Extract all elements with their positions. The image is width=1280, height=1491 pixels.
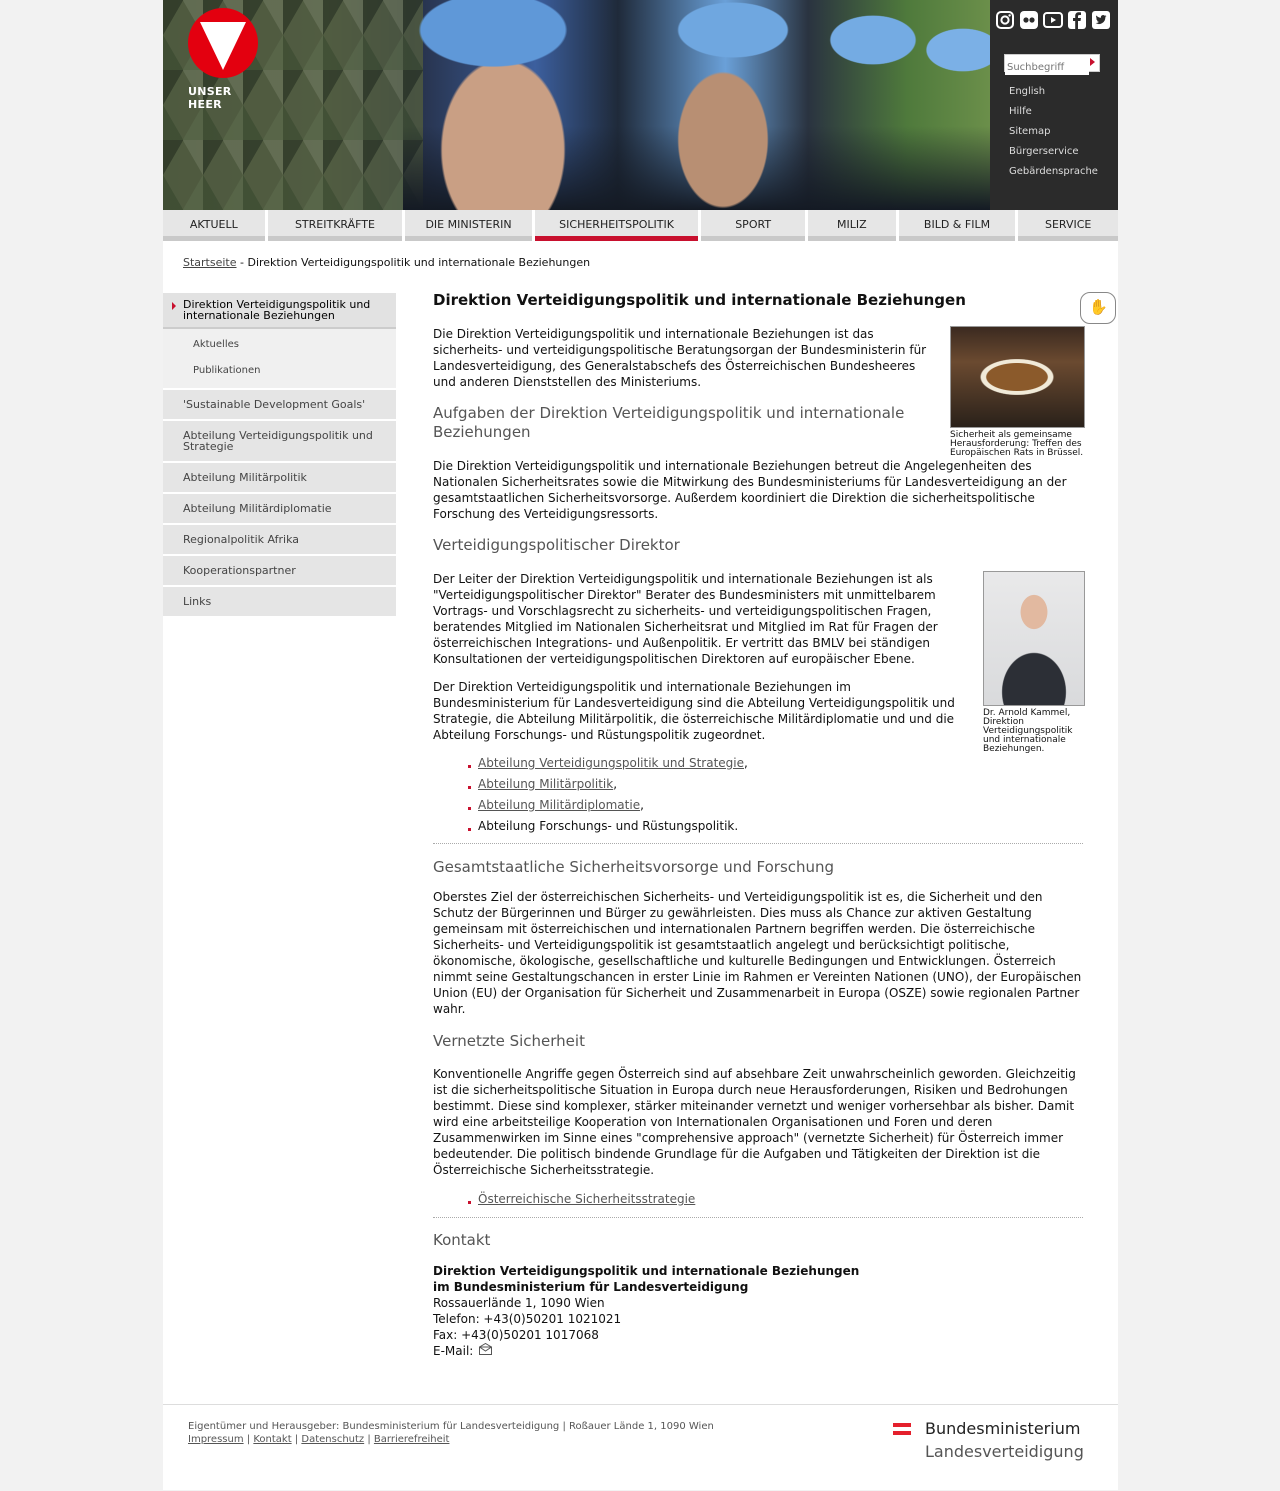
sidenav-submenu: [163, 329, 396, 390]
contact-fax: Fax: +43(0)50201 1017068: [433, 1328, 599, 1342]
list-item: [433, 1189, 1033, 1210]
austria-flag-icon: [893, 1423, 911, 1435]
list-item: Abteilung Verteidigungspolitik und Strategie,: [433, 753, 1033, 774]
sidenav-sub-aktuelles[interactable]: Aktuelles: [163, 331, 396, 357]
util-link-help[interactable]: Hilfe: [1009, 106, 1032, 117]
footer-owner: Eigentümer und Herausgeber: Bundesministerium für Landesverteidigung | Roßauer Lände 1, 1090 Wien: [188, 1421, 714, 1432]
figure-director: [983, 571, 1085, 754]
twitter-icon[interactable]: [1091, 10, 1111, 30]
contact-email-label: E-Mail:: [433, 1344, 474, 1358]
search-submit-icon[interactable]: [1090, 58, 1095, 66]
envelope-icon[interactable]: [479, 1343, 492, 1359]
heading-kontakt: Kontakt: [433, 1231, 491, 1249]
link-verteidigungspolitik[interactable]: Abteilung Verteidigungspolitik und Strategie: [478, 756, 744, 770]
footer-link-barrierefreiheit[interactable]: Barrierefreiheit: [373, 1434, 450, 1445]
sidenav-item-sdg[interactable]: 'Sustainable Development Goals': [163, 390, 396, 421]
figure-caption: Dr. Arnold Kammel, Direktion Verteidigungspolitik und internationale Beziehungen.: [983, 708, 1073, 754]
heading-aufgaben: Aufgaben der Direktion Verteidigungspolitik und internationale Beziehungen: [433, 404, 905, 441]
nav-sport[interactable]: SPORT: [701, 210, 805, 241]
header: [163, 0, 1118, 210]
nav-service[interactable]: SERVICE: [1018, 210, 1118, 241]
link-sicherheitsstrategie[interactable]: Österreichische Sicherheitsstrategie: [478, 1192, 696, 1206]
nav-die-ministerin[interactable]: DIE MINISTERIN: [405, 210, 532, 241]
ministry-logo-line1: Bundesministerium: [925, 1419, 1081, 1438]
soldiers-photo: [403, 0, 990, 210]
list-item: [433, 816, 1033, 837]
contact-email-row: [433, 1343, 1083, 1359]
link-militaerpolitik[interactable]: Abteilung Militärpolitik: [478, 777, 614, 791]
contact-org-line2: im Bundesministerium für Landesverteidigung: [433, 1280, 749, 1294]
nav-streitkraefte[interactable]: STREITKRÄFTE: [268, 210, 403, 241]
sidenav-item-verteidigungspolitik[interactable]: Abteilung Verteidigungspolitik und Strategie: [163, 421, 396, 463]
footer-links: Impressum | Kontakt | Datenschutz | Barrierefreiheit: [188, 1434, 450, 1445]
heading-direktor: Verteidigungspolitischer Direktor: [433, 536, 680, 554]
nav-sicherheitspolitik[interactable]: SICHERHEITSPOLITIK: [535, 210, 698, 241]
text-forschung: Abteilung Forschungs- und Rüstungspolitik.: [478, 819, 739, 833]
text-direktor-1: Der Leiter der Direktion Verteidigungspolitik und internationale Beziehungen ist als "Verteidigungspolitischer Direktor" Berater des Bundesministers mit unmittelbarem Vortrags- und Vorschlagsrecht zu sicherheits- und verteidigungspolitischen Fragen, beratendes Mitglied im Nationalen Sicherheitsrat und Mitglied im Rat für Fragen der österreichischen Integrations- und Außenpolitik. Er vertritt das BMLV bei ständigen Konsultationen der verteidigungspolitischen Direktoren auf europäischer Ebene.: [433, 572, 938, 666]
side-nav: [163, 293, 396, 618]
contact-phone: Telefon: +43(0)50201 1021021: [433, 1312, 622, 1326]
util-link-citizen-service[interactable]: Bürgerservice: [1009, 146, 1079, 157]
instagram-icon[interactable]: [995, 10, 1015, 30]
ministry-logo[interactable]: [893, 1419, 1093, 1463]
footer-link-impressum[interactable]: Impressum: [188, 1434, 244, 1445]
text-gesamtstaatlich: Oberstes Ziel der österreichischen Sicherheits- und Verteidigungspolitik ist es, die Sicherheit und den Schutz der Bürgerinnen und Bürger zu gewährleisten. Dies muss als Chance zur aktiven Gestaltung gemeinsam mit österreichischen und internationalen Partnern begriffen werden. Die österreichische Sicherheits- und Verteidigungspolitik ist gesamtstaatlich angelegt und berücksichtigt politische, ökonomische, ökologische, gesellschaftliche und kulturelle Bedingungen und Entwicklungen. Österreich nimmt seine Gestaltungschancen in erster Linie im Rahmen er Vereinten Nationen (UNO), der Europäischen Union (EU) der Organisation für Sicherheit und Zusammenarbeit in Europa (OSZE) sowie regionalen Partner wahr.: [433, 890, 1082, 1016]
departments-list: [433, 753, 1033, 837]
figure-council: [950, 326, 1085, 458]
header-image: [163, 0, 990, 210]
logo-triangle-icon: [200, 22, 246, 70]
page: [163, 0, 1118, 1490]
sidenav-item-militaerpolitik[interactable]: Abteilung Militärpolitik: [163, 463, 396, 494]
nav-bild-film[interactable]: BILD & FILM: [899, 210, 1016, 241]
search-input[interactable]: [1005, 61, 1089, 75]
sidenav-item-kooperationspartner[interactable]: Kooperationspartner: [163, 556, 396, 587]
sidenav-item-afrika[interactable]: Regionalpolitik Afrika: [163, 525, 396, 556]
page-title: Direktion Verteidigungspolitik und internationale Beziehungen: [433, 291, 966, 309]
strategy-list: [433, 1189, 1033, 1210]
footer: [163, 1404, 1118, 1491]
figure-caption: Sicherheit als gemeinsame Herausforderung: Treffen des Europäischen Rats in Brüssel.: [950, 430, 1084, 458]
breadcrumb: [183, 256, 590, 269]
util-link-english[interactable]: English: [1009, 86, 1046, 97]
nav-aktuell[interactable]: AKTUELL: [163, 210, 265, 241]
sidenav-item-direktion[interactable]: Direktion Verteidigungspolitik und internationale Beziehungen: [163, 293, 396, 329]
intro-text: Die Direktion Verteidigungspolitik und internationale Beziehungen ist das sicherheits- und verteidigungspolitische Beratungsorgan der Bundesministerin für Landesverteidigung, des Generalstabschefs des Österreichischen Bundesheeres und anderen Dienststellen des Ministeriums.: [433, 327, 927, 389]
sidenav-item-links[interactable]: Links: [163, 587, 396, 618]
sidenav-sub-publikationen[interactable]: Publikationen: [163, 357, 396, 383]
list-item: Abteilung Militärdiplomatie,: [433, 795, 1033, 816]
youtube-icon[interactable]: [1043, 10, 1063, 30]
util-link-sitemap[interactable]: Sitemap: [1009, 126, 1051, 137]
divider: [433, 1217, 1083, 1218]
util-link-sign-language[interactable]: Gebärdensprache: [1009, 166, 1098, 177]
contact-org-line1: Direktion Verteidigungspolitik und internationale Beziehungen: [433, 1264, 860, 1278]
flickr-icon[interactable]: [1019, 10, 1039, 30]
divider: [433, 843, 1083, 844]
footer-link-datenschutz[interactable]: Datenschutz: [301, 1434, 365, 1445]
contact-block: [433, 1263, 1083, 1359]
sidenav-item-militaerdiplomatie[interactable]: Abteilung Militärdiplomatie: [163, 494, 396, 525]
main-nav: [163, 210, 1118, 241]
heading-vernetzt: Vernetzte Sicherheit: [433, 1032, 585, 1050]
director-portrait[interactable]: [983, 571, 1085, 706]
footer-link-kontakt[interactable]: Kontakt: [253, 1434, 292, 1445]
text-vernetzt: Konventionelle Angriffe gegen Österreich sind auf absehbare Zeit unwahrscheinlich geworden. Gleichzeitig ist die sicherheitspolitische Situation in Europa durch neue Herausforderungen, Risiken und Bedrohungen bestimmt. Diese sind komplexer, stärker miteinander vernetzt und weniger vorhersehbar als bisher. Damit wird eine arbeitsteilige Kooperation von Internationalen Organisationen und Foren und deren Zusammenwirken im Sinne eines "comprehensive approach" (vernetzte Sicherheit) für Österreich immer bedeutender. Die politisch bindende Grundlage für die Aufgaben und Tätigkeiten der Direktion ist die Österreichische Sicherheitsstrategie.: [433, 1067, 1076, 1177]
facebook-icon[interactable]: [1067, 10, 1087, 30]
utility-links: [1009, 86, 1098, 186]
logo[interactable]: [188, 8, 258, 111]
search-box: [1004, 54, 1100, 72]
link-militaerdiplomatie[interactable]: Abteilung Militärdiplomatie: [478, 798, 641, 812]
logo-text: UNSER HEER: [188, 85, 232, 111]
sign-language-icon[interactable]: [1080, 292, 1116, 324]
nav-miliz[interactable]: MILIZ: [808, 210, 896, 241]
heading-gesamtstaatlich: Gesamtstaatliche Sicherheitsvorsorge und Forschung: [433, 858, 835, 876]
contact-address: Rossauerlände 1, 1090 Wien: [433, 1296, 605, 1310]
breadcrumb-current: - Direktion Verteidigungspolitik und internationale Beziehungen: [236, 256, 591, 269]
list-item: Abteilung Militärpolitik,: [433, 774, 1033, 795]
council-photo[interactable]: [950, 326, 1085, 428]
breadcrumb-home[interactable]: Startseite: [183, 256, 237, 269]
utility-panel: [990, 0, 1118, 210]
ministry-logo-line2: Landesverteidigung: [925, 1442, 1084, 1461]
text-aufgaben: Die Direktion Verteidigungspolitik und internationale Beziehungen betreut die Angelegenheiten des Nationalen Sicherheitsrates sowie die Mitwirkung des Bundesministeriums für Landesverteidigung an der gesamtstaatlichen Sicherheitsvorsorge. Außerdem koordiniert die Direktion die sicherheitspolitische Forschung des Verteidigungsressorts.: [433, 459, 1067, 521]
text-direktor-2: Der Direktion Verteidigungspolitik und internationale Beziehungen im Bundesministerium für Landesverteidigung sind die Abteilung Verteidigungspolitik und Strategie, die Abteilung Militärpolitik, die österreichische Militärdiplomatie und und die Abteilung Forschungs- und Rüstungspolitik zugeordnet.: [433, 680, 955, 742]
